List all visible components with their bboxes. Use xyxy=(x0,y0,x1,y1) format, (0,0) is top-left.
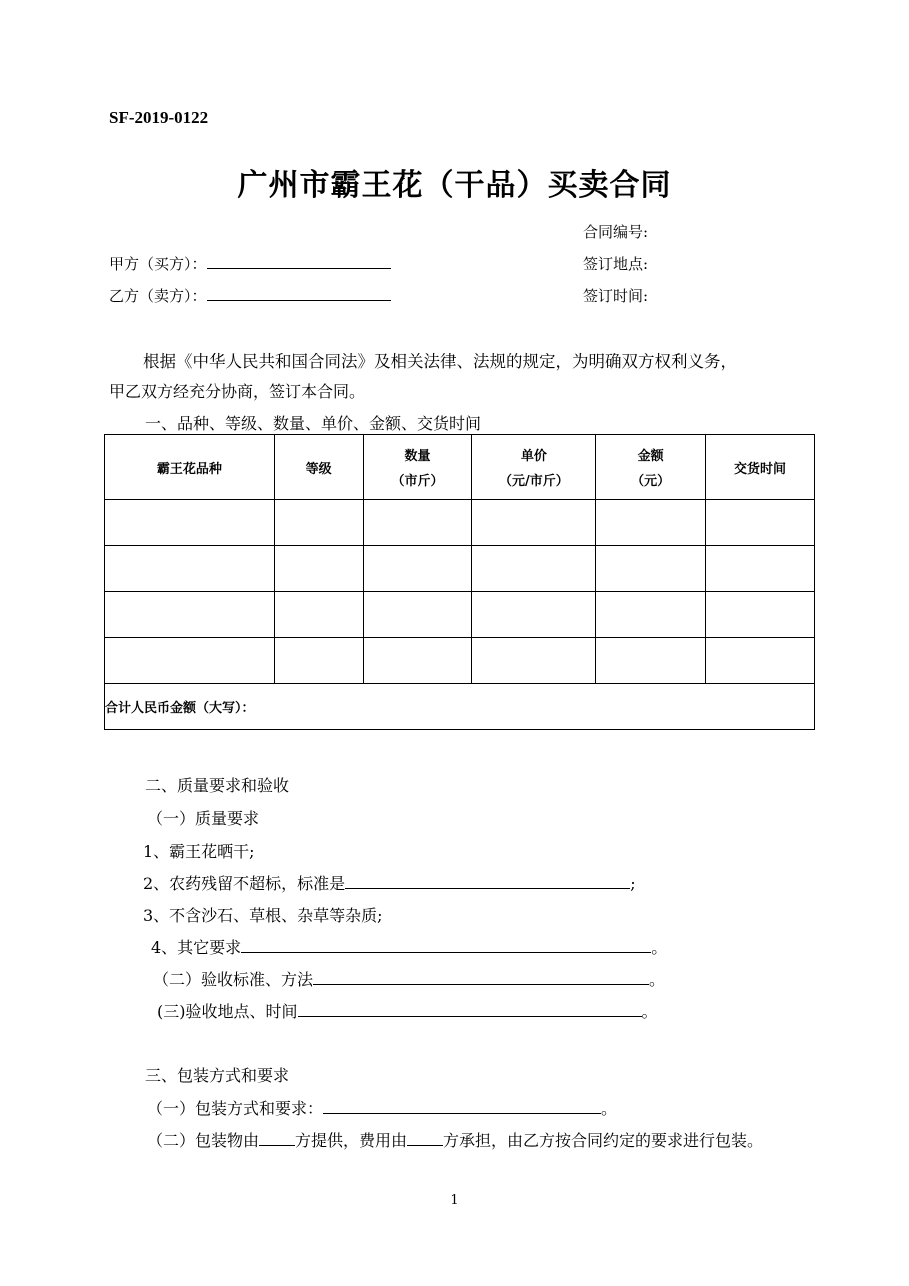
header-variety: 霸王花品种 xyxy=(105,435,275,500)
table-cell[interactable] xyxy=(274,546,363,592)
table-cell[interactable] xyxy=(105,638,275,684)
goods-table xyxy=(104,434,815,730)
preamble-line-1: 根据《中华人民共和国合同法》及相关法律、法规的规定，为明确双方权利义务， xyxy=(143,352,737,371)
contract-title: 广州市霸王花（干品）买卖合同 xyxy=(237,168,672,203)
packaging-cost-blank[interactable] xyxy=(407,1131,443,1146)
header-amount: 金额 （元） xyxy=(596,435,706,500)
table-cell[interactable] xyxy=(363,638,472,684)
preamble-line-2: 甲乙双方经充分协商，签订本合同。 xyxy=(109,382,366,401)
table-cell[interactable] xyxy=(105,546,275,592)
table-cell[interactable] xyxy=(274,500,363,546)
section-2-heading: 二、质量要求和验收 xyxy=(145,776,290,795)
section-1-heading: 一、品种、等级、数量、单价、金额、交货时间 xyxy=(145,414,482,433)
header-delivery-time: 交货时间 xyxy=(706,435,815,500)
packaging-provider: （二）包装物由 方提供，费用由 方承担，由乙方按合同约定的要求进行包装。 xyxy=(147,1131,764,1150)
table-header-row xyxy=(105,435,815,500)
table-cell[interactable] xyxy=(706,500,815,546)
table-row xyxy=(105,546,815,592)
table-cell[interactable] xyxy=(706,546,815,592)
table-cell[interactable] xyxy=(596,546,706,592)
acceptance-standard: （二）验收标准、方法 。 xyxy=(153,970,666,989)
quality-item-2: 2、农药残留不超标，标准是 ; xyxy=(143,874,636,893)
table-cell[interactable] xyxy=(706,592,815,638)
table-total-row xyxy=(105,684,815,730)
quality-item-3: 3、不含沙石、草根、杂草等杂质; xyxy=(143,906,383,925)
total-amount-label: 合计人民币金额（大写）： xyxy=(105,701,255,716)
seller-blank[interactable] xyxy=(207,286,391,301)
table-cell[interactable] xyxy=(472,500,596,546)
table-cell[interactable] xyxy=(363,546,472,592)
other-requirements-blank[interactable] xyxy=(241,938,651,953)
table-cell[interactable] xyxy=(596,638,706,684)
buyer-field xyxy=(109,253,391,274)
quality-requirements-heading: （一）质量要求 xyxy=(147,809,260,828)
table-cell[interactable] xyxy=(596,592,706,638)
sign-time-label: 签订时间: xyxy=(583,287,649,305)
acceptance-place-time: (三)验收地点、时间 。 xyxy=(157,1002,658,1021)
acceptance-place-time-blank[interactable] xyxy=(298,1002,642,1017)
table-cell[interactable] xyxy=(472,592,596,638)
acceptance-standard-blank[interactable] xyxy=(313,970,649,985)
header-grade: 等级 xyxy=(274,435,363,500)
table-cell[interactable] xyxy=(105,500,275,546)
table-cell[interactable] xyxy=(274,638,363,684)
seller-field xyxy=(109,285,391,306)
table-cell[interactable] xyxy=(363,592,472,638)
table-cell[interactable] xyxy=(472,638,596,684)
page-number: 1 xyxy=(450,1193,459,1208)
pesticide-standard-blank[interactable] xyxy=(345,874,630,889)
header-unit-price: 单价 （元/市斤） xyxy=(472,435,596,500)
table-cell[interactable] xyxy=(596,500,706,546)
table-row xyxy=(105,638,815,684)
table-cell[interactable] xyxy=(472,546,596,592)
header-quantity: 数量 （市斤） xyxy=(363,435,472,500)
section-3-heading: 三、包装方式和要求 xyxy=(145,1066,290,1085)
packaging-method: （一）包装方式和要求： 。 xyxy=(147,1099,618,1118)
packaging-method-blank[interactable] xyxy=(323,1099,601,1114)
quality-item-4: 4、其它要求 。 xyxy=(151,938,668,957)
seller-label: 乙方（卖方）： xyxy=(109,287,207,305)
table-cell[interactable] xyxy=(363,500,472,546)
table-row xyxy=(105,592,815,638)
buyer-blank[interactable] xyxy=(207,254,391,269)
table-cell[interactable] xyxy=(706,638,815,684)
quality-item-1: 1、霸王花晒干; xyxy=(143,842,255,861)
table-row xyxy=(105,500,815,546)
total-amount-cell[interactable] xyxy=(105,684,815,730)
table-cell[interactable] xyxy=(274,592,363,638)
buyer-label: 甲方（买方）： xyxy=(109,255,207,273)
packaging-provider-blank[interactable] xyxy=(259,1131,295,1146)
sign-place-label: 签订地点: xyxy=(583,255,649,273)
document-code: SF-2019-0122 xyxy=(109,108,209,127)
contract-number-label: 合同编号: xyxy=(583,223,649,241)
table-cell[interactable] xyxy=(105,592,275,638)
